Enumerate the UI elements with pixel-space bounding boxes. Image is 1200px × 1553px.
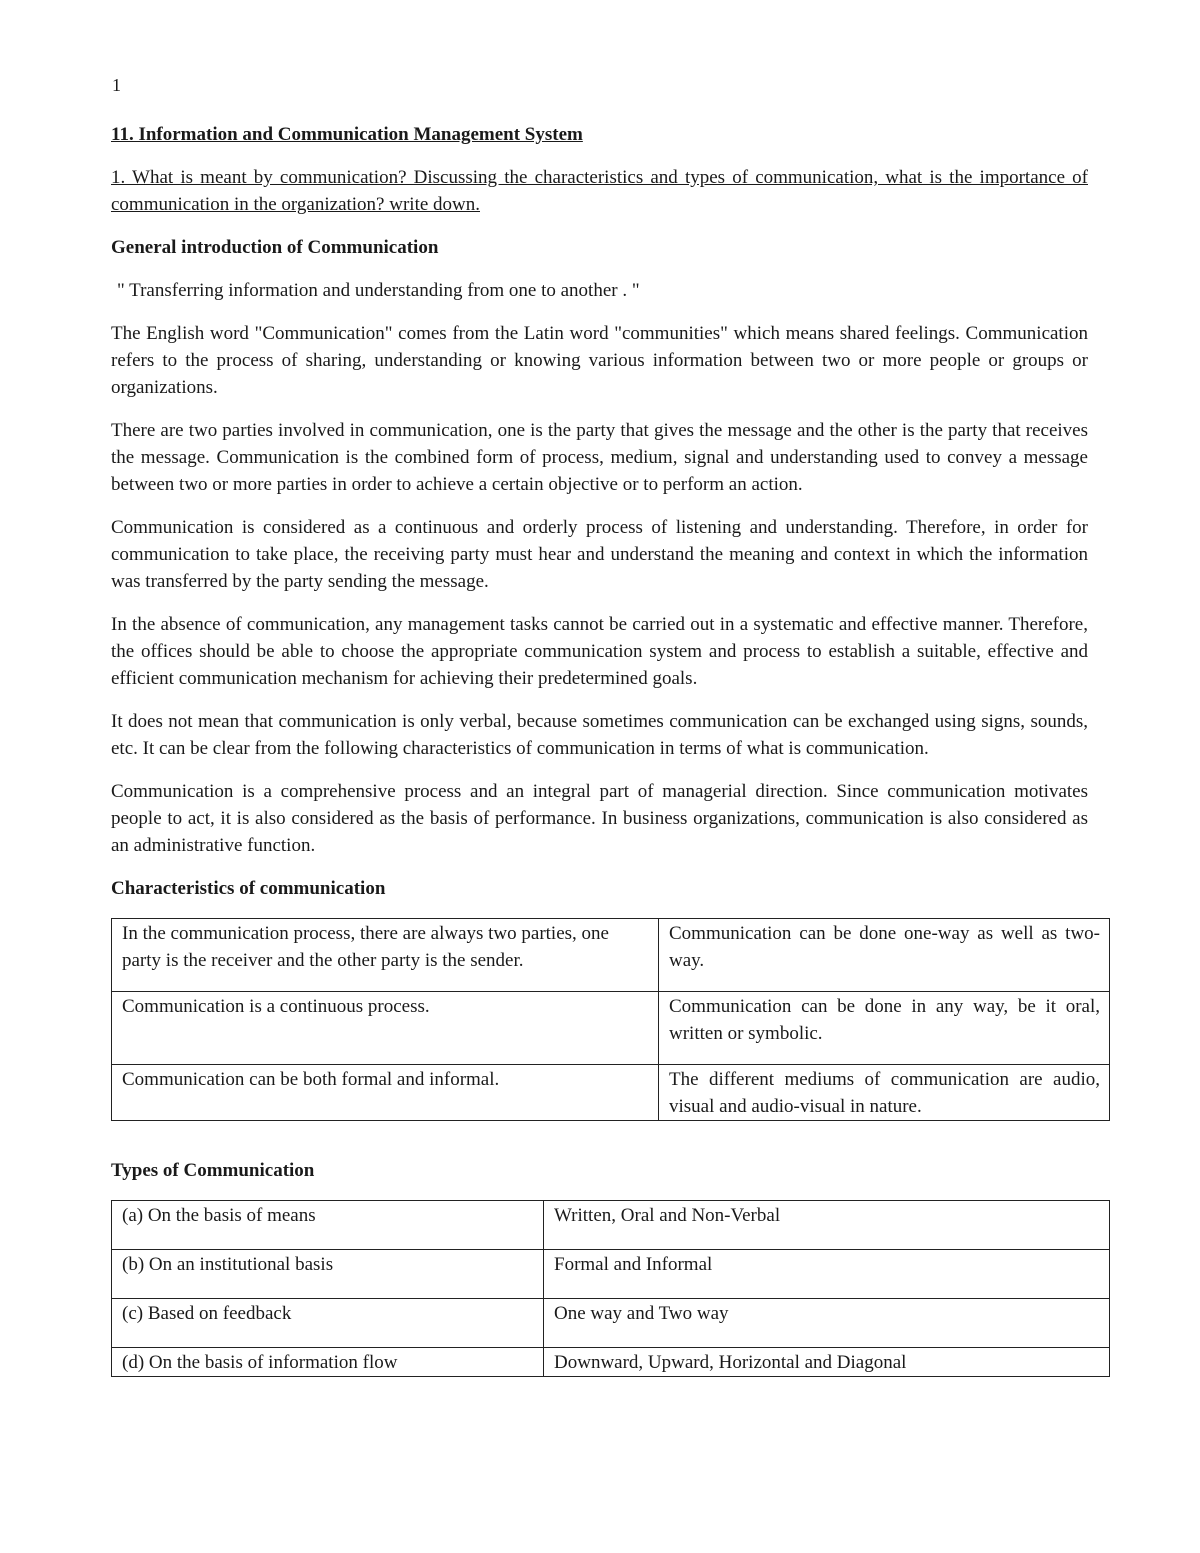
table-cell: In the communication process, there are always two parties, one party is the receiver and the other party is the sender.: [112, 919, 659, 992]
table-cell: The different mediums of communication are audio, visual and audio-visual in nature.: [659, 1065, 1110, 1121]
table-cell: (a) On the basis of means: [112, 1201, 544, 1250]
table-cell: Communication can be done one-way as well as two-way.: [659, 919, 1110, 992]
table-cell: Communication is a continuous process.: [112, 992, 659, 1065]
table-cell: (b) On an institutional basis: [112, 1250, 544, 1299]
table-cell: One way and Two way: [544, 1299, 1110, 1348]
table-row: [112, 1201, 1110, 1250]
characteristics-table: [111, 918, 1110, 1121]
table-row: [112, 919, 1110, 992]
definition-quote: " Transferring information and understanding from one to another . ": [117, 280, 640, 301]
page-number: 1: [112, 75, 121, 95]
table-row: [112, 1065, 1110, 1121]
paragraph: Communication is considered as a continuous and orderly process of listening and understanding. Therefore, in order for communication to take place, the receiving party must hear and understand the meaning and context in which the information was transferred by the party sending the message.: [111, 517, 1088, 592]
document-title: 11. Information and Communication Management System: [111, 124, 583, 145]
page-content: [111, 121, 1100, 1377]
table-cell: Formal and Informal: [544, 1250, 1110, 1299]
paragraph: In the absence of communication, any management tasks cannot be carried out in a systematic and effective manner. Therefore, the offices should be able to choose the appropriate communication system and process to establish a suitable, effective and efficient communication mechanism for achieving their predetermined goals.: [111, 614, 1088, 689]
table-cell: Communication can be both formal and informal.: [112, 1065, 659, 1121]
paragraph: The English word "Communication" comes from the Latin word "communities" which means shared feelings. Communication refers to the process of sharing, understanding or knowing various information between two or more people or groups or organizations.: [111, 323, 1088, 398]
types-table: [111, 1200, 1110, 1377]
types-heading: Types of Communication: [111, 1160, 315, 1181]
table-row: [112, 1299, 1110, 1348]
table-cell: Downward, Upward, Horizontal and Diagonal: [544, 1348, 1110, 1377]
table-row: [112, 1250, 1110, 1299]
table-cell: Written, Oral and Non-Verbal: [544, 1201, 1110, 1250]
characteristics-heading: Characteristics of communication: [111, 878, 386, 899]
table-row: [112, 1348, 1110, 1377]
table-row: [112, 992, 1110, 1065]
paragraph: It does not mean that communication is only verbal, because sometimes communication can be exchanged using signs, sounds, etc. It can be clear from the following characteristics of communication in terms of what is communication.: [111, 711, 1088, 759]
table-cell: (c) Based on feedback: [112, 1299, 544, 1348]
question-text: 1. What is meant by communication? Discussing the characteristics and types of communication, what is the importance of communication in the organization? write down.: [111, 167, 1088, 215]
table-cell: (d) On the basis of information flow: [112, 1348, 544, 1377]
paragraph: Communication is a comprehensive process and an integral part of managerial direction. Since communication motivates people to act, it is also considered as the basis of performance. In business organizations, communication is also considered as an administrative function.: [111, 781, 1088, 856]
intro-heading: General introduction of Communication: [111, 237, 439, 258]
paragraph: There are two parties involved in communication, one is the party that gives the message and the other is the party that receives the message. Communication is the combined form of process, medium, signal and understanding used to convey a message between two or more parties in order to achieve a certain objective or to perform an action.: [111, 420, 1088, 495]
table-cell: Communication can be done in any way, be it oral, written or symbolic.: [659, 992, 1110, 1065]
